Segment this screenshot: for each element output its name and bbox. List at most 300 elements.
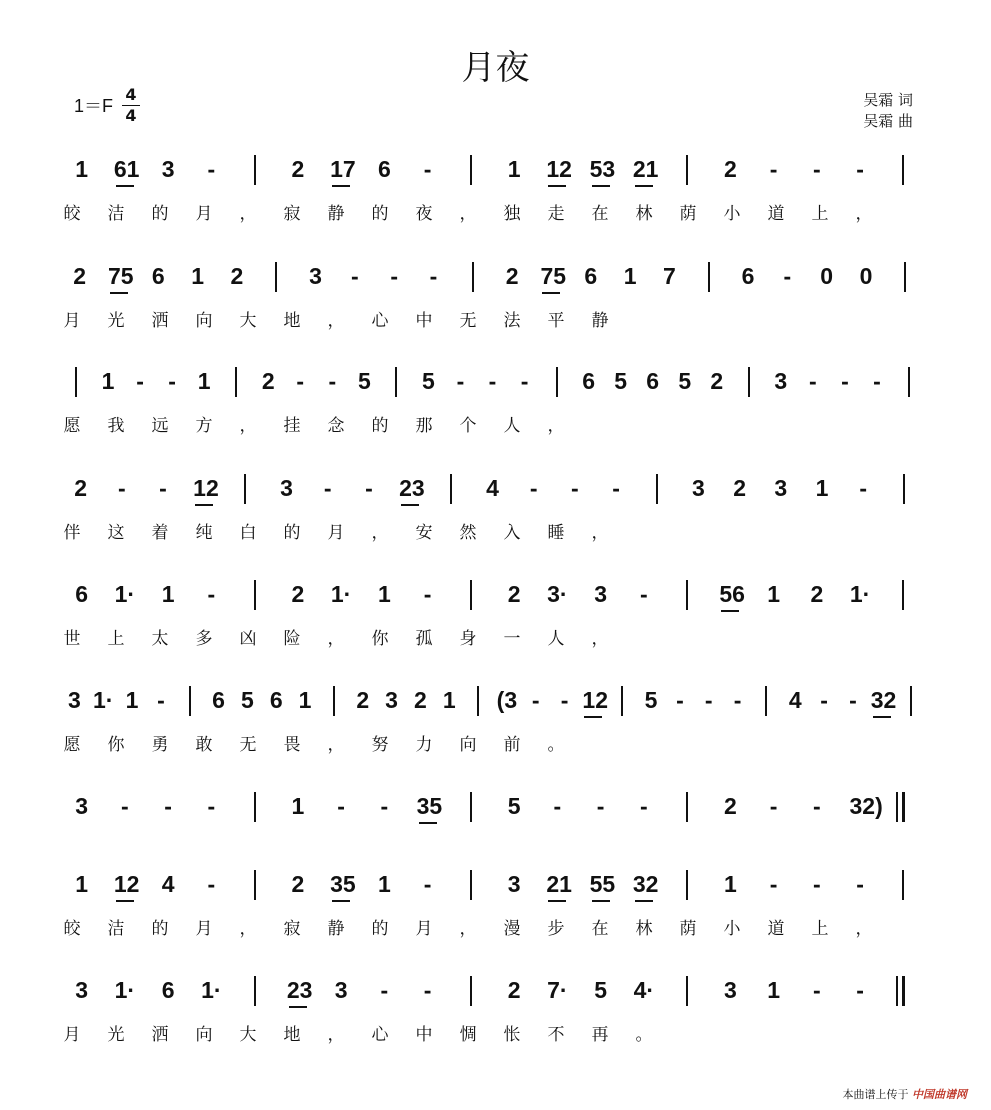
lyric-char: 再 <box>591 1025 609 1045</box>
note: - <box>640 793 648 819</box>
barline <box>470 580 472 610</box>
note: 2 <box>733 475 747 501</box>
lyric-char: 上 <box>811 919 829 939</box>
note: 3· <box>547 581 568 607</box>
note: - <box>429 263 438 289</box>
lyric-char: 然 <box>459 523 477 543</box>
lyric-char: 光 <box>107 311 125 331</box>
barline <box>244 474 246 504</box>
lyric-char: 月 <box>63 311 81 331</box>
credits <box>863 90 913 132</box>
barline <box>333 686 335 716</box>
note: - <box>856 156 864 182</box>
note: - <box>423 871 432 897</box>
note: 12 <box>113 871 140 897</box>
barline <box>908 367 910 397</box>
note: 6 <box>377 156 391 182</box>
barline <box>686 976 688 1006</box>
note: - <box>612 475 620 501</box>
note: 3 <box>594 581 608 607</box>
lyric-char: 前 <box>503 735 521 755</box>
note: - <box>596 793 605 819</box>
note: - <box>640 581 648 607</box>
lyric-char: 法 <box>503 311 521 331</box>
note: 3 <box>774 475 788 501</box>
note: - <box>813 977 821 1003</box>
lyric-char: 那 <box>415 416 433 436</box>
barline <box>686 155 688 185</box>
note: - <box>337 793 345 819</box>
lyric-char: 月 <box>63 1025 81 1045</box>
lyric-char: 孤 <box>415 629 433 649</box>
footer <box>843 1086 968 1102</box>
page-title: 月夜 <box>461 48 530 88</box>
lyric-char: ， <box>591 523 609 543</box>
lyric-char: ， <box>855 204 873 224</box>
note: 6 <box>646 368 660 394</box>
meter-top: 4 <box>125 85 137 104</box>
barline <box>254 870 256 900</box>
lyric-char: 地 <box>283 311 301 331</box>
lyric-char: 这 <box>107 523 125 543</box>
note: 23 <box>286 977 313 1003</box>
lyric-char: 大 <box>239 311 257 331</box>
lyric-char: 努 <box>371 735 389 755</box>
lyric-char: 你 <box>371 629 389 649</box>
lyric-char: 皎 <box>63 919 81 939</box>
lyric-char: 向 <box>195 1025 213 1045</box>
lyric-char: 地 <box>283 1025 301 1045</box>
lyric-char: 光 <box>107 1025 125 1045</box>
lyric-char: ， <box>855 919 873 939</box>
barline <box>621 686 623 716</box>
note: 6 <box>161 977 175 1003</box>
lyric-char: 的 <box>371 416 389 436</box>
note: 5 <box>357 368 371 394</box>
note: - <box>820 687 828 713</box>
footer-brand-logo: 中国曲谱网 <box>912 1088 967 1101</box>
lyric-char: 个 <box>459 416 477 436</box>
lyric-char: 寂 <box>283 919 301 939</box>
lyric-char: ， <box>327 735 345 755</box>
lyric-char: 力 <box>415 735 433 755</box>
lyric-char: 荫 <box>679 919 697 939</box>
lyric-char: 睡 <box>547 523 565 543</box>
barline <box>470 792 472 822</box>
barline <box>556 367 558 397</box>
footer-text: 本曲谱上传于 <box>842 1088 909 1101</box>
note: - <box>207 156 216 182</box>
note: - <box>553 793 562 819</box>
note: 3 <box>309 263 322 289</box>
lyric-char: ， <box>239 416 257 436</box>
note: - <box>856 871 864 897</box>
composer: 吴霜 曲 <box>863 112 913 130</box>
lyric-char: 挂 <box>283 416 301 436</box>
lyric-char: 伴 <box>63 523 81 543</box>
note: - <box>676 687 684 713</box>
lyric-char: 白 <box>239 523 257 543</box>
lyric-char: 静 <box>327 919 345 939</box>
note: 1 <box>507 156 521 182</box>
note: - <box>380 977 389 1003</box>
lyric-char: 敢 <box>195 735 213 755</box>
lyric-char: ， <box>547 416 565 436</box>
note: 53 <box>589 156 616 182</box>
note: 3 <box>68 687 81 713</box>
note: - <box>488 368 497 394</box>
notation-row <box>0 976 991 1016</box>
note: - <box>849 687 857 713</box>
note: - <box>207 793 216 819</box>
note: 5 <box>422 368 435 394</box>
note: - <box>841 368 849 394</box>
note: (3 <box>496 687 518 713</box>
lyric-char: ， <box>459 919 477 939</box>
note: 5 <box>678 368 692 394</box>
note: - <box>296 368 305 394</box>
note: - <box>207 581 216 607</box>
note: - <box>423 977 432 1003</box>
barline <box>902 792 905 822</box>
note: 21 <box>546 871 572 897</box>
lyric-char: 月 <box>327 523 345 543</box>
note: 21 <box>632 156 659 182</box>
note: 2 <box>507 977 521 1003</box>
lyric-char: 道 <box>767 919 785 939</box>
lyric-char: 人 <box>503 416 521 436</box>
note: 61 <box>113 156 140 182</box>
lyric-char: 的 <box>151 919 169 939</box>
lyric-char: 远 <box>151 416 169 436</box>
note: 2 <box>414 687 427 713</box>
lyric-char: ， <box>459 204 477 224</box>
note: 2 <box>505 263 519 289</box>
lyric-char: ， <box>239 204 257 224</box>
barline <box>748 367 750 397</box>
note: - <box>813 156 821 182</box>
note: 1· <box>201 977 222 1003</box>
note: 1 <box>75 871 89 897</box>
note: 5 <box>241 687 254 713</box>
lyrics-row <box>0 914 991 940</box>
lyric-char: 一 <box>503 629 521 649</box>
lyric-char: 月 <box>195 919 213 939</box>
lyric-char: 心 <box>371 311 389 331</box>
barline <box>902 870 904 900</box>
lyric-char: 畏 <box>283 735 301 755</box>
note: - <box>351 263 359 289</box>
note: - <box>117 475 126 501</box>
note: 5 <box>594 977 608 1003</box>
time-signature <box>122 86 140 125</box>
lyric-char: 的 <box>371 919 389 939</box>
note: - <box>380 793 389 819</box>
note: 55 <box>589 871 616 897</box>
note: 1 <box>291 793 305 819</box>
lyricist: 吴霜 词 <box>863 91 913 109</box>
note: - <box>390 263 399 289</box>
lyrics-row <box>0 199 991 225</box>
note: - <box>168 368 176 394</box>
note: 6 <box>741 263 755 289</box>
note: 32) <box>849 793 883 819</box>
note: - <box>560 687 569 713</box>
note: - <box>531 687 540 713</box>
notation-row <box>0 367 991 407</box>
barline <box>902 976 905 1006</box>
lyric-char: 独 <box>503 204 521 224</box>
lyric-char: 身 <box>459 629 477 649</box>
lyric-char: 愿 <box>63 416 81 436</box>
note: 3 <box>75 977 89 1003</box>
note: - <box>323 475 332 501</box>
note: - <box>809 368 817 394</box>
note: 5 <box>614 368 628 394</box>
note: 5 <box>644 687 658 713</box>
note: - <box>328 368 337 394</box>
lyric-char: 太 <box>151 629 169 649</box>
lyric-char: 道 <box>767 204 785 224</box>
lyric-char: 安 <box>415 523 433 543</box>
note: - <box>423 581 432 607</box>
lyric-char: 寂 <box>283 204 301 224</box>
barline <box>765 686 767 716</box>
lyric-char: ， <box>327 629 345 649</box>
barline <box>235 367 237 397</box>
note: 0 <box>820 263 834 289</box>
note: 2 <box>710 368 724 394</box>
note: 1 <box>191 263 204 289</box>
note: 4 <box>486 475 499 501</box>
lyric-char: ， <box>327 311 345 331</box>
note: 1· <box>114 977 136 1003</box>
lyric-char: 中 <box>415 1025 433 1045</box>
note: - <box>704 687 713 713</box>
lyric-char: 平 <box>547 311 565 331</box>
lyric-char: 中 <box>415 311 433 331</box>
lyric-char: 上 <box>107 629 125 649</box>
note: - <box>159 475 167 501</box>
note: 1 <box>298 687 312 713</box>
notation-row <box>0 580 991 620</box>
lyric-char: 勇 <box>151 735 169 755</box>
lyric-char: 走 <box>547 204 565 224</box>
notation-row <box>0 792 991 832</box>
note: 6 <box>75 581 89 607</box>
note: 3 <box>161 156 175 182</box>
meter-bottom: 4 <box>125 106 137 125</box>
note: - <box>529 475 538 501</box>
note: - <box>456 368 465 394</box>
barline <box>470 976 472 1006</box>
lyric-char: 静 <box>327 204 345 224</box>
note: 4 <box>788 687 802 713</box>
note: 12 <box>193 475 219 501</box>
lyric-char: 漫 <box>503 919 521 939</box>
note: - <box>769 871 778 897</box>
note: 1 <box>101 368 115 394</box>
lyric-char: 世 <box>63 629 81 649</box>
lyric-char: 的 <box>371 204 389 224</box>
lyric-char: 怅 <box>503 1025 521 1045</box>
note: 23 <box>399 475 425 501</box>
note: 3 <box>334 977 348 1003</box>
note: 1 <box>623 263 637 289</box>
note: 17 <box>330 156 356 182</box>
note: 5 <box>507 793 521 819</box>
note: - <box>769 793 778 819</box>
lyric-char: 静 <box>591 311 609 331</box>
barline <box>275 262 277 292</box>
notation-row <box>0 155 991 195</box>
barline <box>656 474 658 504</box>
note: 6 <box>584 263 598 289</box>
lyric-char: 步 <box>547 919 565 939</box>
note: 35 <box>416 793 443 819</box>
lyric-char: 。 <box>547 735 565 755</box>
note: - <box>207 871 216 897</box>
note: 3 <box>507 871 521 897</box>
note: 4· <box>633 977 655 1003</box>
lyric-char: 小 <box>723 204 741 224</box>
note: 12 <box>582 687 608 713</box>
note: - <box>571 475 579 501</box>
lyric-char: 不 <box>547 1025 565 1045</box>
lyric-char: 心 <box>371 1025 389 1045</box>
lyric-char: 念 <box>327 416 345 436</box>
note: 6 <box>582 368 595 394</box>
note: 32 <box>632 871 659 897</box>
note: 1· <box>114 581 136 607</box>
note: 1 <box>723 871 737 897</box>
note: 6 <box>269 687 283 713</box>
lyric-char: 的 <box>151 204 169 224</box>
barline <box>904 262 906 292</box>
lyric-char: 愿 <box>63 735 81 755</box>
note: 75 <box>540 263 567 289</box>
note: 2 <box>723 793 737 819</box>
note: 35 <box>330 871 356 897</box>
note: 3 <box>280 475 293 501</box>
note: - <box>121 793 129 819</box>
note: 1· <box>330 581 352 607</box>
barline <box>472 262 474 292</box>
lyric-char: 你 <box>107 735 125 755</box>
note: - <box>136 368 144 394</box>
lyric-char: 洁 <box>107 204 125 224</box>
barline <box>902 155 904 185</box>
barline <box>910 686 912 716</box>
lyric-char: 惆 <box>459 1025 477 1045</box>
note: - <box>813 871 821 897</box>
lyric-char: 无 <box>239 735 257 755</box>
note: - <box>157 687 165 713</box>
lyric-char: 月 <box>195 204 213 224</box>
note: 75 <box>107 263 134 289</box>
lyric-char: 洒 <box>151 311 169 331</box>
note: 7 <box>663 263 676 289</box>
note: - <box>365 475 373 501</box>
note: 1 <box>197 368 211 394</box>
lyric-char: 入 <box>503 523 521 543</box>
lyrics-row <box>0 1020 991 1046</box>
note: - <box>423 156 432 182</box>
note: 3 <box>385 687 398 713</box>
lyric-char: ， <box>327 1025 345 1045</box>
lyric-char: 大 <box>239 1025 257 1045</box>
notation-row <box>0 870 991 910</box>
note: 1 <box>125 687 139 713</box>
note: 2 <box>291 156 305 182</box>
note: 2 <box>291 581 305 607</box>
lyric-char: 向 <box>195 311 213 331</box>
barline <box>470 155 472 185</box>
note: 6 <box>151 263 165 289</box>
lyric-char: 林 <box>635 204 653 224</box>
lyric-char: 夜 <box>415 204 433 224</box>
note: 2 <box>230 263 244 289</box>
barline <box>254 580 256 610</box>
note: 2 <box>723 156 737 182</box>
note: 2 <box>74 475 87 501</box>
note: 1 <box>75 156 89 182</box>
lyric-char: 向 <box>459 735 477 755</box>
lyrics-row <box>0 306 991 332</box>
lyric-char: 在 <box>591 204 609 224</box>
note: 1· <box>849 581 871 607</box>
lyric-char: 我 <box>107 416 125 436</box>
note: 1· <box>93 687 114 713</box>
key-signature: 1＝F <box>74 96 114 116</box>
lyrics-row <box>0 624 991 650</box>
notation-row <box>0 686 991 726</box>
note: 7· <box>547 977 568 1003</box>
lyric-char: 荫 <box>679 204 697 224</box>
note: 32 <box>870 687 897 713</box>
note: - <box>733 687 742 713</box>
barline <box>686 792 688 822</box>
note: 56 <box>719 581 745 607</box>
note: 2 <box>261 368 275 394</box>
barline <box>395 367 397 397</box>
lyrics-row <box>0 518 991 544</box>
notation-row <box>0 474 991 514</box>
barline <box>477 686 479 716</box>
note: 2 <box>810 581 824 607</box>
note: - <box>856 977 864 1003</box>
lyric-char: 凶 <box>239 629 257 649</box>
lyric-char: 洒 <box>151 1025 169 1045</box>
lyric-char: 洁 <box>107 919 125 939</box>
note: 3 <box>692 475 705 501</box>
note: 1 <box>767 581 781 607</box>
lyric-char: 人 <box>547 629 565 649</box>
note: 1 <box>161 581 175 607</box>
note: - <box>520 368 529 394</box>
lyric-char: ， <box>239 919 257 939</box>
lyric-char: 。 <box>635 1025 653 1045</box>
note: - <box>783 263 792 289</box>
barline <box>75 367 77 397</box>
lyric-char: 纯 <box>195 523 213 543</box>
lyric-char: 在 <box>591 919 609 939</box>
lyric-char: 月 <box>415 919 433 939</box>
note: - <box>769 156 778 182</box>
barline <box>254 976 256 1006</box>
note: 0 <box>859 263 873 289</box>
note: 1 <box>442 687 456 713</box>
